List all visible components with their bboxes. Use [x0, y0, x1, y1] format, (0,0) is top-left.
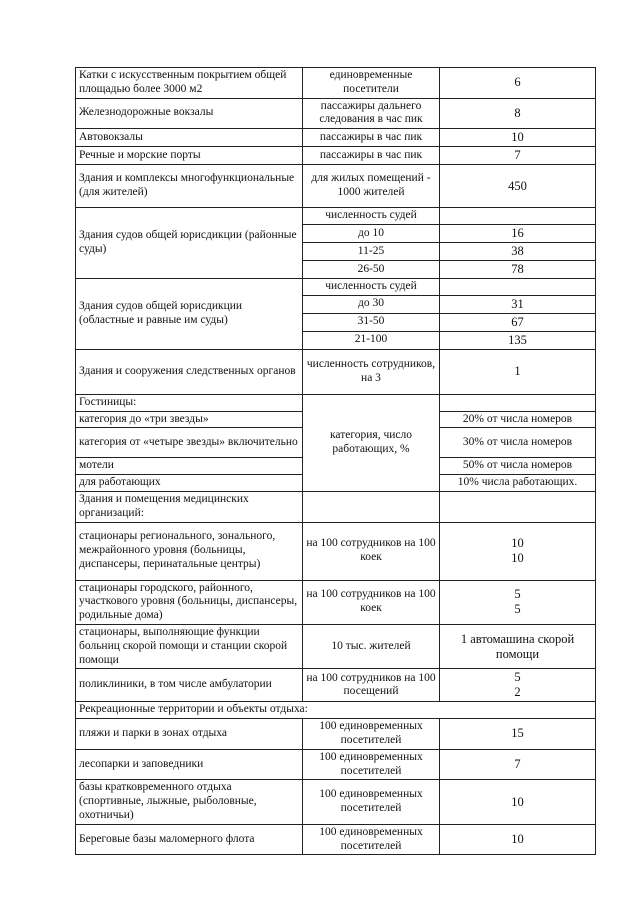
unit-cell: категория, число работающих, %	[303, 394, 440, 491]
unit-cell: численность судей	[303, 278, 440, 295]
range-cell: 26-50	[303, 260, 440, 278]
value-cell: 67	[440, 313, 596, 331]
value-cell: 78	[440, 260, 596, 278]
object-cell: стационары, выполняющие функции больниц скорой помощи и станции скорой помощи	[76, 624, 303, 668]
range-cell: 21-100	[303, 331, 440, 349]
table-row	[76, 522, 596, 580]
unit-cell: 100 единовременных посетителей	[303, 749, 440, 780]
range-cell: 31-50	[303, 313, 440, 331]
table-row	[76, 98, 596, 129]
object-cell: категория от «четыре звезды» включительно	[76, 428, 303, 458]
object-cell: Здания судов общей юрисдикции (областные и равные им суды)	[76, 278, 303, 349]
object-cell: лесопарки и заповедники	[76, 749, 303, 780]
value-cell: 10 10	[440, 522, 596, 580]
table-row	[76, 278, 596, 295]
unit-cell: пассажиры дальнего следования в час пик	[303, 98, 440, 129]
table-row	[76, 165, 596, 208]
unit-cell: 10 тыс. жителей	[303, 624, 440, 668]
object-cell: Автовокзалы	[76, 129, 303, 147]
table-row	[76, 669, 596, 702]
unit-cell: для жилых помещений - 1000 жителей	[303, 165, 440, 208]
unit-cell: пассажиры в час пик	[303, 129, 440, 147]
value-cell: 10	[440, 129, 596, 147]
table-row	[76, 624, 596, 668]
unit-cell: 100 единовременных посетителей	[303, 780, 440, 824]
unit-cell: 100 единовременных посетителей	[303, 719, 440, 750]
range-cell: до 10	[303, 224, 440, 242]
value-cell: 5 2	[440, 669, 596, 702]
empty-cell	[440, 278, 596, 295]
value-cell: 1	[440, 349, 596, 394]
object-cell: стационары городского, районного, участкового уровня (больницы, диспансеры, родильные дома)	[76, 580, 303, 624]
section-heading: Рекреационные территории и объекты отдыха:	[76, 702, 596, 719]
value-cell: 10	[440, 824, 596, 855]
range-cell: 11-25	[303, 242, 440, 260]
table-row	[76, 394, 596, 411]
unit-cell: численность сотрудников, на 3	[303, 349, 440, 394]
value-cell: 10% числа работающих.	[440, 475, 596, 492]
table-row	[76, 68, 596, 99]
unit-cell: численность судей	[303, 208, 440, 225]
table-row	[76, 719, 596, 750]
object-cell: Береговые базы маломерного флота	[76, 824, 303, 855]
unit-cell: на 100 сотрудников на 100 посещений	[303, 669, 440, 702]
value-cell: 38	[440, 242, 596, 260]
table-row	[76, 147, 596, 165]
unit-cell: на 100 сотрудников на 100 коек	[303, 522, 440, 580]
section-heading: Гостиницы:	[76, 394, 303, 411]
empty-cell	[440, 394, 596, 411]
object-cell: Здания судов общей юрисдикции (районные суды)	[76, 208, 303, 279]
unit-cell: единовременные посетители	[303, 68, 440, 99]
section-heading: Здания и помещения медицинских организаций:	[76, 491, 303, 522]
object-cell: Катки с искусственным покрытием общей площадью более 3000 м2	[76, 68, 303, 99]
object-cell: стационары регионального, зонального, межрайонного уровня (больницы, диспансеры, перинатальные центры)	[76, 522, 303, 580]
object-cell: мотели	[76, 458, 303, 475]
value-cell: 10	[440, 780, 596, 824]
empty-cell	[303, 491, 440, 522]
value-cell: 30% от числа номеров	[440, 428, 596, 458]
object-cell: Здания и сооружения следственных органов	[76, 349, 303, 394]
object-cell: Железнодорожные вокзалы	[76, 98, 303, 129]
object-cell: Речные и морские порты	[76, 147, 303, 165]
object-cell: пляжи и парки в зонах отдыха	[76, 719, 303, 750]
unit-cell: на 100 сотрудников на 100 коек	[303, 580, 440, 624]
value-cell: 135	[440, 331, 596, 349]
value-cell: 8	[440, 98, 596, 129]
value-cell: 50% от числа номеров	[440, 458, 596, 475]
table-row	[76, 702, 596, 719]
value-cell: 1 автомашина скорой помощи	[440, 624, 596, 668]
table-row	[76, 208, 596, 225]
value-cell: 15	[440, 719, 596, 750]
value-cell: 16	[440, 224, 596, 242]
table-row	[76, 780, 596, 824]
table-body	[76, 68, 596, 855]
table-row	[76, 580, 596, 624]
object-cell: базы кратковременного отдыха (спортивные, лыжные, рыболовные, охотничьи)	[76, 780, 303, 824]
unit-cell: 100 единовременных посетителей	[303, 824, 440, 855]
value-cell: 7	[440, 749, 596, 780]
empty-cell	[440, 208, 596, 225]
table-row	[76, 129, 596, 147]
object-cell: Здания и комплексы многофункциональные (для жителей)	[76, 165, 303, 208]
object-cell: для работающих	[76, 475, 303, 492]
range-cell: до 30	[303, 295, 440, 313]
parking-norms-table	[75, 67, 596, 855]
empty-cell	[440, 491, 596, 522]
table-row	[76, 491, 596, 522]
value-cell: 6	[440, 68, 596, 99]
value-cell: 450	[440, 165, 596, 208]
unit-cell: пассажиры в час пик	[303, 147, 440, 165]
value-cell: 31	[440, 295, 596, 313]
value-cell: 7	[440, 147, 596, 165]
object-cell: категория до «три звезды»	[76, 411, 303, 428]
value-cell: 20% от числа номеров	[440, 411, 596, 428]
table-row	[76, 749, 596, 780]
object-cell: поликлиники, в том числе амбулатории	[76, 669, 303, 702]
table-row	[76, 349, 596, 394]
table-row	[76, 824, 596, 855]
value-cell: 5 5	[440, 580, 596, 624]
